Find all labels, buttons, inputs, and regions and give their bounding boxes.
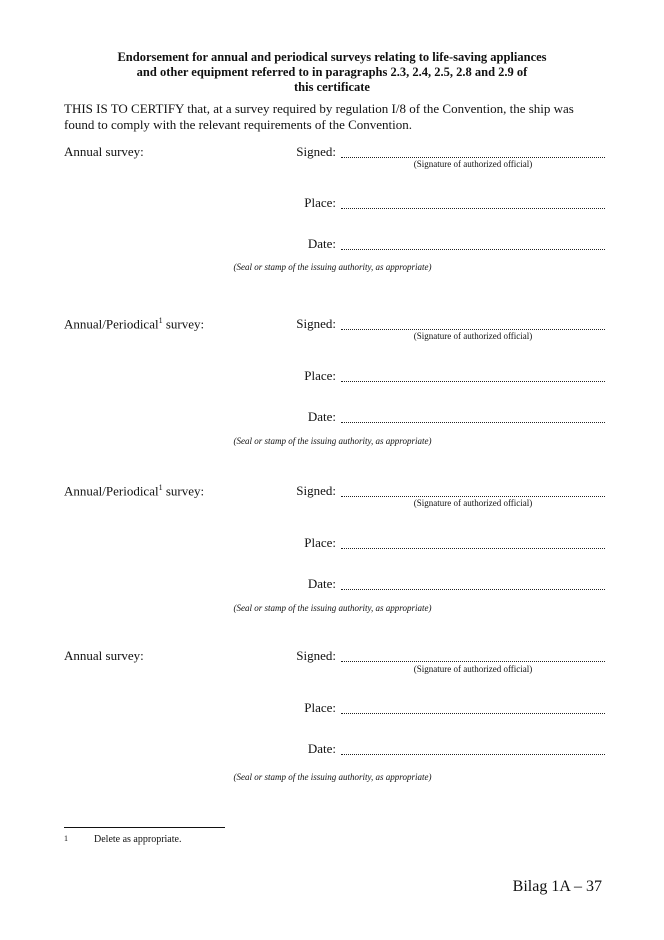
signature-line[interactable] <box>341 661 605 662</box>
page-number: Bilag 1A – 37 <box>512 878 602 895</box>
place-line[interactable] <box>341 713 605 714</box>
signature-caption: (Signature of authorized official) <box>413 331 533 341</box>
footnote-divider <box>64 827 225 828</box>
place-label: Place: <box>304 368 336 383</box>
place-label: Place: <box>304 700 336 715</box>
signature-caption: (Signature of authorized official) <box>413 664 533 674</box>
survey-label: Annual/Periodical$^1$ survey: <box>64 483 205 499</box>
footnote-ref: 1 <box>158 316 163 325</box>
survey-label: Annual survey: <box>64 144 144 159</box>
seal-caption: (Seal or stamp of the issuing authority, as appropriate) <box>233 262 432 272</box>
date-line[interactable] <box>341 589 605 590</box>
title-line-2: and other equipment referred to in paragraphs 2.3, 2.4, 2.5, 2.8 and 2.9 of <box>136 65 528 79</box>
date-label: Date: <box>307 741 336 756</box>
signed-label: Signed: <box>296 483 336 498</box>
signature-line[interactable] <box>341 329 605 330</box>
place-label: Place: <box>304 535 336 550</box>
title-line-1: Endorsement for annual and periodical surveys relating to life-saving appliances <box>117 50 547 64</box>
signature-line[interactable] <box>341 157 605 158</box>
signature-caption: (Signature of authorized official) <box>413 498 533 508</box>
certification-statement <box>64 101 609 133</box>
footnote-number: 1 <box>64 834 68 843</box>
signature-line[interactable] <box>341 496 605 497</box>
date-label: Date: <box>307 409 336 424</box>
date-line[interactable] <box>341 422 605 423</box>
signed-label: Signed: <box>296 144 336 159</box>
place-line[interactable] <box>341 548 605 549</box>
signature-caption: (Signature of authorized official) <box>413 159 533 169</box>
footnote-ref: 1 <box>158 483 163 492</box>
footnote <box>64 834 181 845</box>
seal-caption: (Seal or stamp of the issuing authority, as appropriate) <box>233 603 432 613</box>
endorsement-title <box>60 50 604 95</box>
place-label: Place: <box>304 195 336 210</box>
title-line-3: this certificate <box>293 80 370 94</box>
date-label: Date: <box>307 236 336 251</box>
seal-caption: (Seal or stamp of the issuing authority, as appropriate) <box>233 772 432 782</box>
footnote-text: Delete as appropriate. <box>94 834 182 845</box>
date-label: Date: <box>307 576 336 591</box>
date-line[interactable] <box>341 249 605 250</box>
survey-label: Annual/Periodical$^1$ survey: <box>64 316 205 332</box>
place-line[interactable] <box>341 208 605 209</box>
date-line[interactable] <box>341 754 605 755</box>
intro-line-2: found to comply with the relevant requirements of the Convention. <box>64 117 413 132</box>
seal-caption: (Seal or stamp of the issuing authority, as appropriate) <box>233 436 432 446</box>
survey-label: Annual survey: <box>64 648 144 663</box>
intro-line-1: THIS IS TO CERTIFY that, at a survey required by regulation I/8 of the Convention, the ship was <box>64 101 574 116</box>
place-line[interactable] <box>341 381 605 382</box>
signed-label: Signed: <box>296 648 336 663</box>
signed-label: Signed: <box>296 316 336 331</box>
